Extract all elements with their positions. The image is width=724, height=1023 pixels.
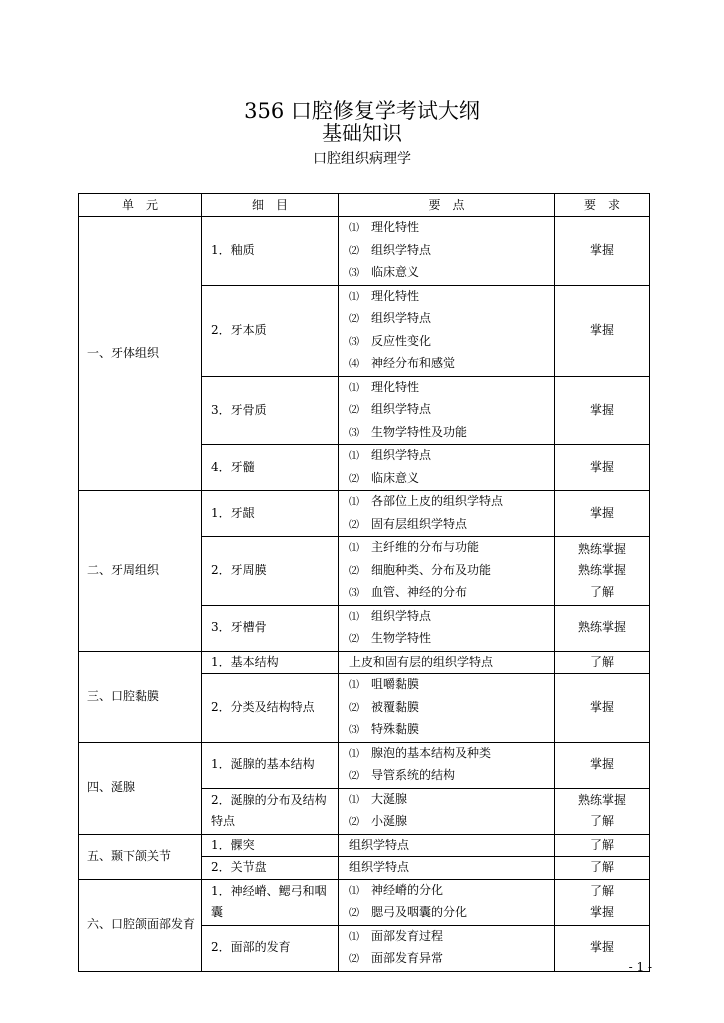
requirement-text: 了解 <box>589 837 614 852</box>
table-row <box>79 491 650 537</box>
point-number: ⑴ <box>349 543 359 554</box>
table-body <box>79 217 650 972</box>
point-line <box>349 491 548 514</box>
requirement-text: 熟练掌握 <box>577 541 626 556</box>
point-number: ⑴ <box>349 794 359 806</box>
subject-title: 口腔组织病理学 <box>313 151 411 167</box>
point-line <box>349 468 548 491</box>
point-number: ⑶ <box>349 336 359 348</box>
points-cell <box>339 925 555 971</box>
requirement-text: 掌握 <box>589 700 614 714</box>
point-line <box>349 308 548 331</box>
requirement-cell <box>555 857 650 880</box>
point-text: 特殊黏膜 <box>371 722 420 736</box>
point-number: ⑴ <box>349 885 359 897</box>
requirement-text: 掌握 <box>589 757 614 772</box>
requirement-cell <box>555 217 650 286</box>
table-row <box>79 651 650 674</box>
points-cell <box>339 857 555 880</box>
point-line <box>349 628 548 651</box>
requirement-cell <box>555 491 650 537</box>
point-text: 咀嚼黏膜 <box>371 677 420 691</box>
point-text: 临床意义 <box>371 470 420 485</box>
requirement-text: 熟练掌握 <box>577 792 626 807</box>
point-text: 固有层组织学特点 <box>371 516 468 531</box>
point-line <box>349 789 548 812</box>
requirement-text: 了解 <box>589 883 614 898</box>
requirement-cell <box>555 788 650 834</box>
point-number: ⑷ <box>349 359 359 370</box>
point-line <box>349 948 548 971</box>
item-cell: 2．面部的发育 <box>202 925 339 971</box>
point-line <box>349 537 548 560</box>
point-text: 面部发育过程 <box>371 928 444 943</box>
point-text: 理化特性 <box>371 288 420 303</box>
point-text: 组织学特点 <box>349 860 410 874</box>
point-line <box>349 765 548 788</box>
point-number: ⑴ <box>349 680 359 691</box>
requirement-text: 掌握 <box>589 243 614 257</box>
point-number: ⑴ <box>349 291 359 303</box>
points-cell <box>339 651 555 674</box>
point-text: 理化特性 <box>371 379 420 394</box>
point-line <box>349 560 548 583</box>
point-number: ⑵ <box>349 908 359 919</box>
requirement-cell <box>555 605 650 651</box>
point-text: 反应性变化 <box>371 333 432 348</box>
point-line <box>349 240 548 263</box>
item-cell: 3．牙骨质 <box>202 376 339 445</box>
points-cell <box>339 491 555 537</box>
unit-cell: 二、牙周组织 <box>79 491 202 652</box>
header-item: 细 目 <box>202 194 339 217</box>
point-text: 生物学特性及功能 <box>371 424 468 439</box>
point-number: ⑵ <box>349 565 359 577</box>
table-row <box>79 742 650 788</box>
point-line <box>349 286 548 309</box>
point-text: 组织学特点 <box>371 402 432 416</box>
requirement-text: 掌握 <box>589 322 614 337</box>
unit-cell: 五、颞下颌关节 <box>79 834 202 879</box>
requirement-cell <box>555 674 650 743</box>
table-row <box>79 834 650 857</box>
point-number: ⑶ <box>349 427 359 439</box>
point-number: ⑴ <box>349 451 359 462</box>
point-number: ⑶ <box>349 588 359 599</box>
points-cell <box>339 217 555 286</box>
item-cell: 1．基本结构 <box>202 651 339 674</box>
points-cell <box>339 605 555 651</box>
point-text: 小涎腺 <box>371 814 408 828</box>
table-header-row <box>79 194 650 217</box>
item-cell: 2．牙本质 <box>202 285 339 376</box>
points-cell <box>339 445 555 491</box>
point-number: ⑴ <box>349 931 359 943</box>
header-points: 要 点 <box>339 194 555 217</box>
item-cell: 3．牙槽骨 <box>202 605 339 651</box>
point-text: 组织学特点 <box>371 448 432 462</box>
requirement-text: 掌握 <box>589 505 614 520</box>
item-cell: 2．关节盘 <box>202 857 339 880</box>
requirement-text: 掌握 <box>589 459 614 474</box>
point-text: 组织学特点 <box>349 837 410 852</box>
section-title: 基础知识 <box>322 121 402 145</box>
item-cell: 1．涎腺的基本结构 <box>202 742 339 788</box>
item-cell: 1．神经嵴、鳃弓和咽囊 <box>202 879 339 925</box>
points-cell <box>339 834 555 857</box>
point-text: 组织学特点 <box>371 608 432 623</box>
point-line <box>349 926 548 949</box>
point-line <box>349 697 548 720</box>
requirement-cell <box>555 445 650 491</box>
requirement-text: 了解 <box>589 814 614 828</box>
point-line <box>349 880 548 903</box>
point-line <box>349 652 548 674</box>
point-number: ⑴ <box>349 611 359 623</box>
header-unit: 单 元 <box>79 194 202 217</box>
point-text: 大涎腺 <box>371 791 408 806</box>
point-line <box>349 377 548 400</box>
point-number: ⑵ <box>349 473 359 485</box>
requirement-text: 熟练掌握 <box>577 620 626 635</box>
point-number: ⑵ <box>349 817 359 828</box>
point-text: 腺泡的基本结构及种类 <box>371 745 492 760</box>
requirement-cell <box>555 285 650 376</box>
point-line <box>349 835 548 857</box>
point-text: 被覆黏膜 <box>371 699 420 714</box>
requirement-cell <box>555 834 650 857</box>
unit-cell: 三、口腔黏膜 <box>79 651 202 742</box>
requirement-cell <box>555 651 650 674</box>
point-text: 腮弓及咽囊的分化 <box>371 905 468 919</box>
syllabus-table <box>78 193 650 972</box>
point-line <box>349 674 548 697</box>
item-cell: 1．髁突 <box>202 834 339 857</box>
unit-cell: 一、牙体组织 <box>79 217 202 491</box>
point-text: 血管、神经的分布 <box>371 585 468 599</box>
page-number: - 1 - <box>628 960 652 974</box>
point-number: ⑵ <box>349 771 359 782</box>
point-number: ⑶ <box>349 268 359 279</box>
requirement-text: 掌握 <box>589 905 614 919</box>
point-line <box>349 331 548 354</box>
requirement-text: 了解 <box>589 860 614 874</box>
point-text: 组织学特点 <box>371 311 432 325</box>
point-line <box>349 743 548 766</box>
unit-cell: 四、涎腺 <box>79 742 202 834</box>
points-cell <box>339 285 555 376</box>
points-cell <box>339 537 555 606</box>
requirement-text: 熟练掌握 <box>577 563 626 577</box>
requirement-text: 掌握 <box>589 402 614 417</box>
point-line <box>349 514 548 537</box>
requirement-text: 掌握 <box>589 940 614 955</box>
requirement-cell <box>555 376 650 445</box>
points-cell <box>339 742 555 788</box>
requirement-cell <box>555 879 650 925</box>
point-text: 面部发育异常 <box>371 951 444 965</box>
point-text: 主纤维的分布与功能 <box>371 540 480 554</box>
point-number: ⑵ <box>349 519 359 531</box>
point-line <box>349 582 548 605</box>
item-cell: 1．牙龈 <box>202 491 339 537</box>
point-text: 各部位上皮的组织学特点 <box>371 494 504 508</box>
point-text: 组织学特点 <box>371 242 432 257</box>
table-row <box>79 879 650 925</box>
point-line <box>349 811 548 834</box>
point-text: 神经嵴的分化 <box>371 882 444 897</box>
point-line <box>349 217 548 240</box>
document-title: 356 口腔修复学考试大纲 <box>244 99 480 123</box>
point-number: ⑵ <box>349 954 359 965</box>
point-line <box>349 902 548 925</box>
point-number: ⑵ <box>349 634 359 645</box>
points-cell <box>339 879 555 925</box>
unit-cell: 六、口腔颌面部发育 <box>79 879 202 971</box>
point-line <box>349 262 548 285</box>
item-cell: 1．釉质 <box>202 217 339 286</box>
point-line <box>349 719 548 742</box>
point-text: 导管系统的结构 <box>371 768 456 782</box>
requirement-cell <box>555 742 650 788</box>
point-text: 生物学特性 <box>371 631 432 645</box>
item-cell: 2．涎腺的分布及结构特点 <box>202 788 339 834</box>
point-line <box>349 353 548 376</box>
point-number: ⑴ <box>349 223 359 234</box>
points-cell <box>339 376 555 445</box>
point-line <box>349 606 548 629</box>
point-line <box>349 422 548 445</box>
item-cell: 2．分类及结构特点 <box>202 674 339 743</box>
point-number: ⑴ <box>349 748 359 760</box>
points-cell <box>339 788 555 834</box>
requirement-text: 了解 <box>589 654 614 669</box>
table-row <box>79 217 650 286</box>
header-requirement: 要 求 <box>555 194 650 217</box>
requirement-text: 了解 <box>589 584 614 599</box>
point-line <box>349 445 548 468</box>
point-number: ⑴ <box>349 382 359 394</box>
point-text: 上皮和固有层的组织学特点 <box>349 654 494 669</box>
point-text: 神经分布和感觉 <box>371 356 456 370</box>
point-number: ⑵ <box>349 405 359 416</box>
point-line <box>349 857 548 879</box>
point-text: 理化特性 <box>371 220 420 234</box>
point-number: ⑵ <box>349 245 359 257</box>
point-number: ⑴ <box>349 497 359 508</box>
point-text: 细胞种类、分布及功能 <box>371 562 492 577</box>
item-cell: 2．牙周膜 <box>202 537 339 606</box>
point-number: ⑶ <box>349 725 359 736</box>
points-cell <box>339 674 555 743</box>
point-text: 临床意义 <box>371 265 420 279</box>
point-number: ⑵ <box>349 314 359 325</box>
point-line <box>349 399 548 422</box>
requirement-cell <box>555 537 650 606</box>
item-cell: 4．牙髓 <box>202 445 339 491</box>
point-number: ⑵ <box>349 702 359 714</box>
